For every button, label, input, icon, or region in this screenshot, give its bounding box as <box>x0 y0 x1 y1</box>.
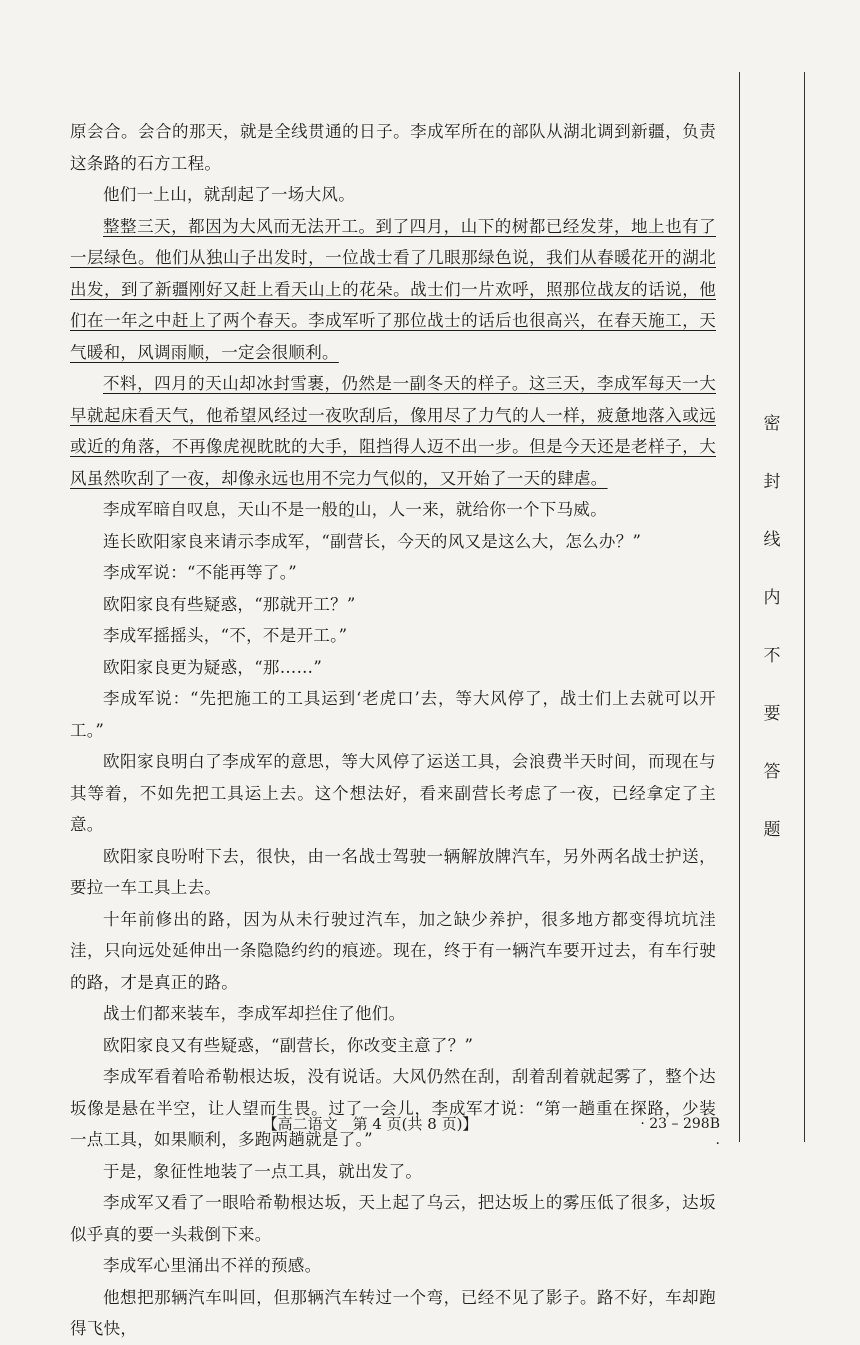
paragraph <box>70 683 716 746</box>
seal-char: 线 <box>763 530 781 550</box>
paragraph <box>70 1282 716 1345</box>
paragraph <box>70 1250 716 1282</box>
seal-char: 封 <box>763 472 781 492</box>
paragraph <box>70 1030 716 1062</box>
seal-char: 题 <box>763 820 781 840</box>
article-text <box>70 116 716 1345</box>
underlined-text: 不料，四月的天山却冰封雪裹，仍然是一副冬天的样子。 <box>103 374 529 393</box>
text-run: 欧阳家良有些疑惑，“那就开工？” <box>103 594 356 614</box>
underlined-text: 整整三天，都因为大风而无法开工。到了四月，山下的树都已经发芽，地上也有了一层绿色。他们从独山子出发时，一位战士看了几眼那绿色说，我们从春暖花开的湖北出发，到了新疆刚好又赶上看天山上的花朵。战士们一片欢呼，照那位战友的话说，他们在一年之中赶上了两个春天。李成军听了那位战士的话后也很高兴，在春天施工，天气暖和，风调雨顺，一定会很顺利。 <box>70 216 716 362</box>
text-run: 李成军说：“先把施工的工具运到‘老虎口’去，等大风停了，战士们上去就可以开工。” <box>70 689 716 740</box>
seal-notice <box>756 412 788 876</box>
page-footer: 【高二语文 第 4 页(共 8 页)】 <box>262 1115 478 1133</box>
paragraph <box>70 904 716 999</box>
paragraph <box>70 841 716 904</box>
text-run: 连长欧阳家良来请示李成军，“副营长，今天的风又是这么大，怎么办？” <box>103 531 642 551</box>
text-run: 于是，象征性地装了一点工具，就出发了。 <box>103 1161 423 1181</box>
paragraph <box>70 746 716 841</box>
text-run: 李成军心里涌出不祥的预感。 <box>103 1256 322 1275</box>
text-run: 李成军看着哈希勒根达坂，没有说话。大风仍然在刮，刮着刮着就起雾了，整个达坂像是悬在半空，让人望而生畏。过了一会儿，李成军才说：“第一趟重在探路，少装一点工具，如果顺利，多跑两趟就是了。” <box>70 1067 716 1149</box>
paragraph <box>70 494 716 526</box>
text-run: 原会合。会合的那天，就是全线贯通的日子。李成军所在的部队从湖北调到新疆，负责这条路的石方工程。 <box>70 122 716 173</box>
text-run: 欧阳家良又有些疑惑，“副营长，你改变主意了？” <box>103 1035 474 1055</box>
text-run: 十年前修出的路，因为从未行驶过汽车，加之缺少养护，很多地方都变得坑坑洼洼，只向远处延伸出一条隐隐约约的痕迹。现在，终于有一辆汽车要开过去，有车行驶的路，才是真正的路。 <box>70 909 716 992</box>
seal-char: 要 <box>763 704 781 724</box>
paragraph <box>70 652 716 684</box>
text-run: 战士们都来装车，李成军却拦住了他们。 <box>103 1004 406 1023</box>
text-run: 李成军暗自叹息，天山不是一般的山，人一来，就给你一个下马威。 <box>103 500 607 519</box>
paragraph <box>70 116 716 179</box>
binding-line-right <box>804 72 805 1142</box>
paragraph <box>70 557 716 589</box>
seal-char: 答 <box>763 762 781 782</box>
paragraph <box>70 620 716 652</box>
text-run: 他们一上山，就刮起了一场大风。 <box>103 185 355 204</box>
text-run: 欧阳家良更为疑惑，“那……” <box>103 657 323 677</box>
paragraph <box>70 526 716 558</box>
paragraph <box>70 1061 716 1156</box>
seal-char: 不 <box>763 646 781 666</box>
text-run: 欧阳家良吩咐下去，很快，由一名战士驾驶一辆解放牌汽车，另外两名战士护送，要拉一车工具上去。 <box>70 846 716 897</box>
seal-char: 密 <box>763 414 781 434</box>
text-run: 李成军说：“不能再等了。” <box>103 563 298 582</box>
text-run: 李成军又看了一眼哈希勒根达坂，天上起了乌云，把达坂上的雾压低了很多，达坂似乎真的要一头栽倒下来。 <box>70 1193 716 1244</box>
binding-line-left <box>739 72 740 1142</box>
text-run: 他想把那辆汽车叫回，但那辆汽车转过一个弯，已经不见了影子。路不好，车却跑得飞快， <box>70 1287 716 1338</box>
paragraph <box>70 1187 716 1250</box>
exam-code: · 23 – 298B · <box>640 1116 720 1152</box>
paragraph <box>70 368 716 494</box>
paragraph <box>70 179 716 211</box>
text-run: 李成军摇摇头，“不，不是开工。” <box>103 626 348 645</box>
paragraph <box>70 589 716 621</box>
seal-char: 内 <box>763 588 781 608</box>
paragraph <box>70 211 716 369</box>
text-run: 欧阳家良明白了李成军的意思，等大风停了运送工具，会浪费半天时间，而现在与其等着，不如先把工具运上去。这个想法好，看来副营长考虑了一夜，已经拿定了主意。 <box>70 752 716 834</box>
underlined-text: 这三天，李成军每天一大早就起床看天气，他希望风经过一夜吹刮后，像用尽了力气的人一样，疲惫地落入或远或近的角落，不再像虎视眈眈的大手，阻挡得人迈不出一步。但是今天还是老样子，大风虽然吹刮了一夜，却像永远也用不完力气似的，又开始了一天的肆虐。 <box>70 374 716 488</box>
paragraph <box>70 1156 716 1188</box>
paragraph <box>70 998 716 1030</box>
